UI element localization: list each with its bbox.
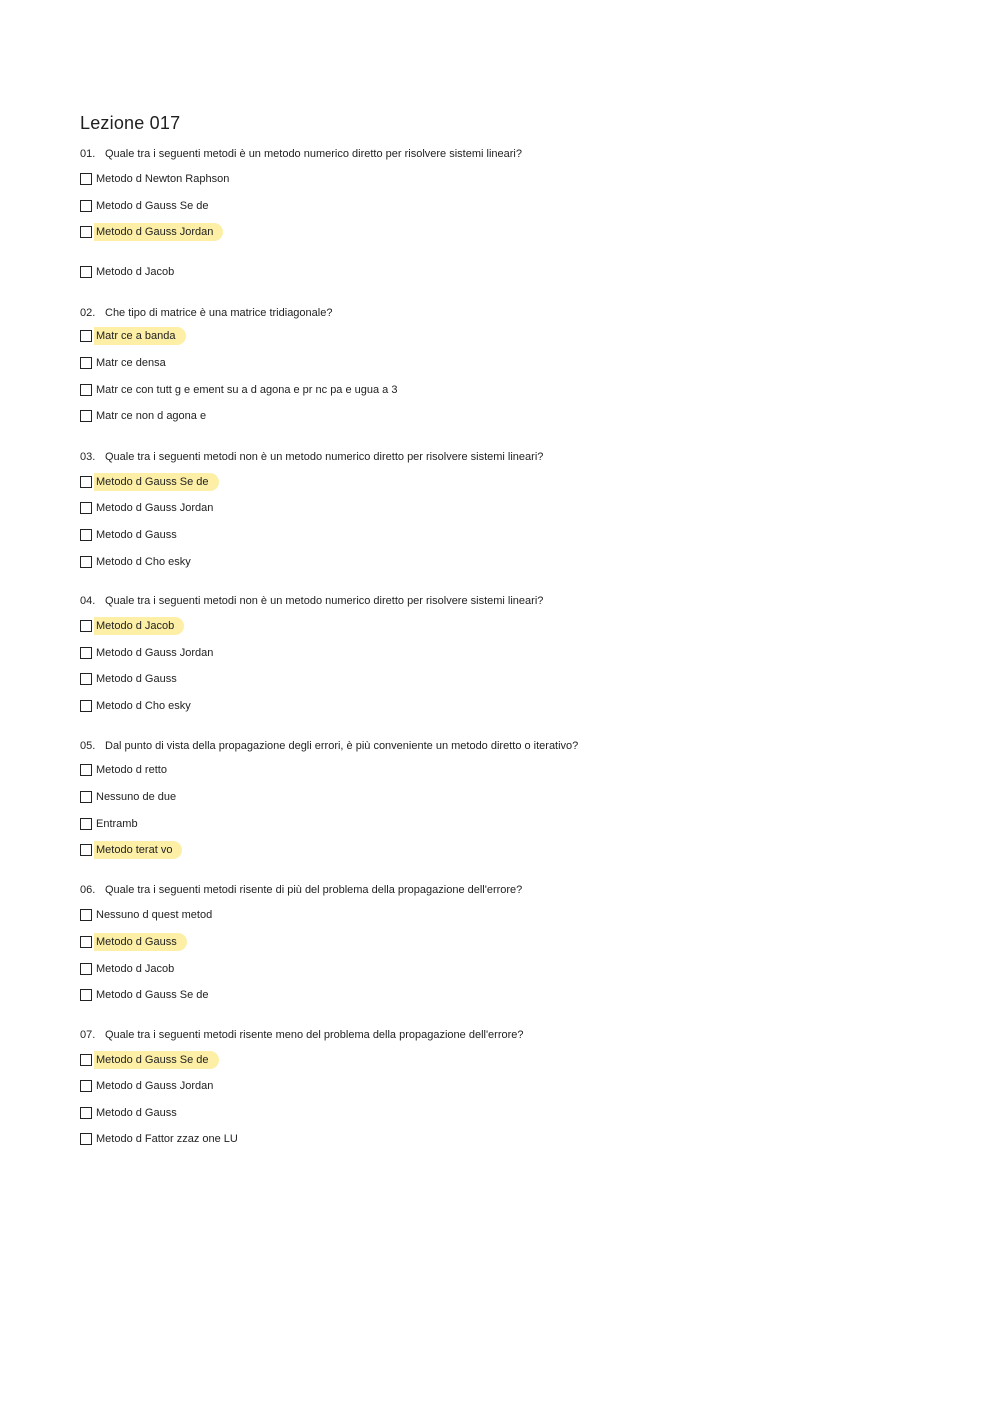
checkbox[interactable] — [80, 647, 92, 659]
answer-option[interactable] — [80, 789, 182, 805]
answer-label: Metodo d Gauss — [96, 529, 177, 541]
question-label: Quale tra i seguenti metodi è un metodo numerico diretto per risolvere sistemi lineari? — [105, 148, 522, 160]
highlighted-answer-label: Metodo d Jacob — [94, 617, 184, 635]
checkbox[interactable] — [80, 384, 92, 396]
question-text — [80, 882, 940, 898]
answer-option[interactable] — [80, 264, 180, 280]
answer-option[interactable] — [80, 907, 218, 923]
answer-label: Metodo d Gauss — [96, 673, 177, 685]
answer-label: Matr ce densa — [96, 357, 166, 369]
highlighted-answer-label: Metodo terat vo — [94, 841, 182, 859]
answer-option[interactable] — [80, 408, 212, 424]
answer-option[interactable] — [80, 645, 219, 661]
checkbox[interactable] — [80, 844, 92, 856]
question-number: 05. — [80, 740, 96, 752]
answer-label: Metodo d Jacob — [96, 266, 175, 278]
checkbox[interactable] — [80, 620, 92, 632]
answer-option-correct[interactable] — [80, 328, 186, 344]
answer-option[interactable] — [80, 762, 173, 778]
checkbox[interactable] — [80, 818, 92, 830]
answer-label: Entramb — [96, 818, 138, 830]
answer-label: Metodo d Gauss Jordan — [96, 502, 214, 514]
answer-label: Metodo d Gauss Jordan — [96, 1080, 214, 1092]
question-block — [80, 738, 940, 856]
answer-option[interactable] — [80, 500, 219, 516]
question-label: Che tipo di matrice è una matrice tridiagonale? — [105, 307, 333, 319]
answer-option[interactable] — [80, 698, 197, 714]
checkbox[interactable] — [80, 266, 92, 278]
answer-label: Metodo d retto — [96, 764, 167, 776]
checkbox[interactable] — [80, 226, 92, 238]
answer-option[interactable] — [80, 355, 172, 371]
checkbox[interactable] — [80, 502, 92, 514]
question-number: 03. — [80, 451, 96, 463]
question-number: 06. — [80, 884, 96, 896]
checkbox[interactable] — [80, 673, 92, 685]
answer-option-correct[interactable] — [80, 1052, 219, 1068]
answer-option[interactable] — [80, 198, 215, 214]
question-number: 04. — [80, 595, 96, 607]
answer-option[interactable] — [80, 527, 183, 543]
answer-label: Metodo d Gauss Se de — [96, 200, 209, 212]
answer-label: Metodo d Fattor zzaz one LU — [96, 1133, 238, 1145]
answer-label: Metodo d Jacob — [96, 963, 175, 975]
checkbox[interactable] — [80, 529, 92, 541]
answer-option[interactable] — [80, 987, 215, 1003]
answer-option[interactable] — [80, 382, 403, 398]
checkbox[interactable] — [80, 1080, 92, 1092]
answer-option-correct[interactable] — [80, 618, 184, 634]
checkbox[interactable] — [80, 330, 92, 342]
question-number: 01. — [80, 148, 96, 160]
answer-label: Nessuno d quest metod — [96, 909, 213, 921]
question-text — [80, 449, 940, 465]
checkbox[interactable] — [80, 909, 92, 921]
answer-option[interactable] — [80, 816, 144, 832]
highlighted-answer-label: Matr ce a banda — [94, 327, 186, 345]
checkbox[interactable] — [80, 1054, 92, 1066]
answer-option[interactable] — [80, 671, 183, 687]
answer-option[interactable] — [80, 1105, 183, 1121]
checkbox[interactable] — [80, 764, 92, 776]
highlighted-answer-label: Metodo d Gauss — [94, 933, 187, 951]
question-block — [80, 305, 940, 422]
question-number: 07. — [80, 1029, 96, 1041]
question-text — [80, 146, 940, 162]
answer-option[interactable] — [80, 1131, 244, 1147]
answer-option-correct[interactable] — [80, 474, 219, 490]
checkbox[interactable] — [80, 410, 92, 422]
checkbox[interactable] — [80, 200, 92, 212]
answer-option[interactable] — [80, 961, 180, 977]
checkbox[interactable] — [80, 556, 92, 568]
page-title: Lezione 017 — [80, 113, 181, 133]
answer-label: Matr ce con tutt g e ement su a d agona e pr nc pa e ugua a 3 — [96, 384, 398, 396]
checkbox[interactable] — [80, 357, 92, 369]
question-block — [80, 146, 940, 278]
highlighted-answer-label: Metodo d Gauss Se de — [94, 1051, 219, 1069]
checkbox[interactable] — [80, 1133, 92, 1145]
answer-option[interactable] — [80, 554, 197, 570]
question-label: Quale tra i seguenti metodi risente meno del problema della propagazione dell'errore? — [105, 1029, 524, 1041]
checkbox[interactable] — [80, 791, 92, 803]
answer-option[interactable] — [80, 1078, 219, 1094]
question-number: 02. — [80, 307, 96, 319]
checkbox[interactable] — [80, 1107, 92, 1119]
checkbox[interactable] — [80, 476, 92, 488]
question-block — [80, 1027, 940, 1145]
checkbox[interactable] — [80, 989, 92, 1001]
question-block — [80, 882, 940, 1001]
answer-option-correct[interactable] — [80, 224, 223, 240]
question-label: Quale tra i seguenti metodi non è un metodo numerico diretto per risolvere sistemi lineari? — [105, 595, 544, 607]
question-text — [80, 593, 940, 609]
answer-option-correct[interactable] — [80, 934, 187, 950]
question-text — [80, 1027, 940, 1043]
answer-label: Metodo d Gauss Se de — [96, 989, 209, 1001]
checkbox[interactable] — [80, 936, 92, 948]
question-text — [80, 738, 940, 754]
highlighted-answer-label: Metodo d Gauss Se de — [94, 473, 219, 491]
question-block — [80, 449, 940, 568]
answer-label: Metodo d Gauss Jordan — [96, 647, 214, 659]
question-block — [80, 593, 940, 712]
answer-option[interactable] — [80, 171, 235, 187]
answer-label: Matr ce non d agona e — [96, 410, 207, 422]
answer-label: Metodo d Cho esky — [96, 556, 191, 568]
highlighted-answer-label: Metodo d Gauss Jordan — [94, 223, 223, 241]
question-label: Quale tra i seguenti metodi non è un metodo numerico diretto per risolvere sistemi lineari? — [105, 451, 544, 463]
answer-label: Metodo d Newton Raphson — [96, 173, 230, 185]
question-label: Quale tra i seguenti metodi risente di più del problema della propagazione dell'errore? — [105, 884, 523, 896]
question-text — [80, 305, 940, 321]
answer-label: Metodo d Gauss — [96, 1107, 177, 1119]
answer-option-correct[interactable] — [80, 842, 182, 858]
answer-label: Metodo d Cho esky — [96, 700, 191, 712]
answer-label: Nessuno de due — [96, 791, 177, 803]
checkbox[interactable] — [80, 700, 92, 712]
question-label: Dal punto di vista della propagazione degli errori, è più conveniente un metodo diretto o iterativo? — [105, 740, 579, 752]
checkbox[interactable] — [80, 173, 92, 185]
checkbox[interactable] — [80, 963, 92, 975]
